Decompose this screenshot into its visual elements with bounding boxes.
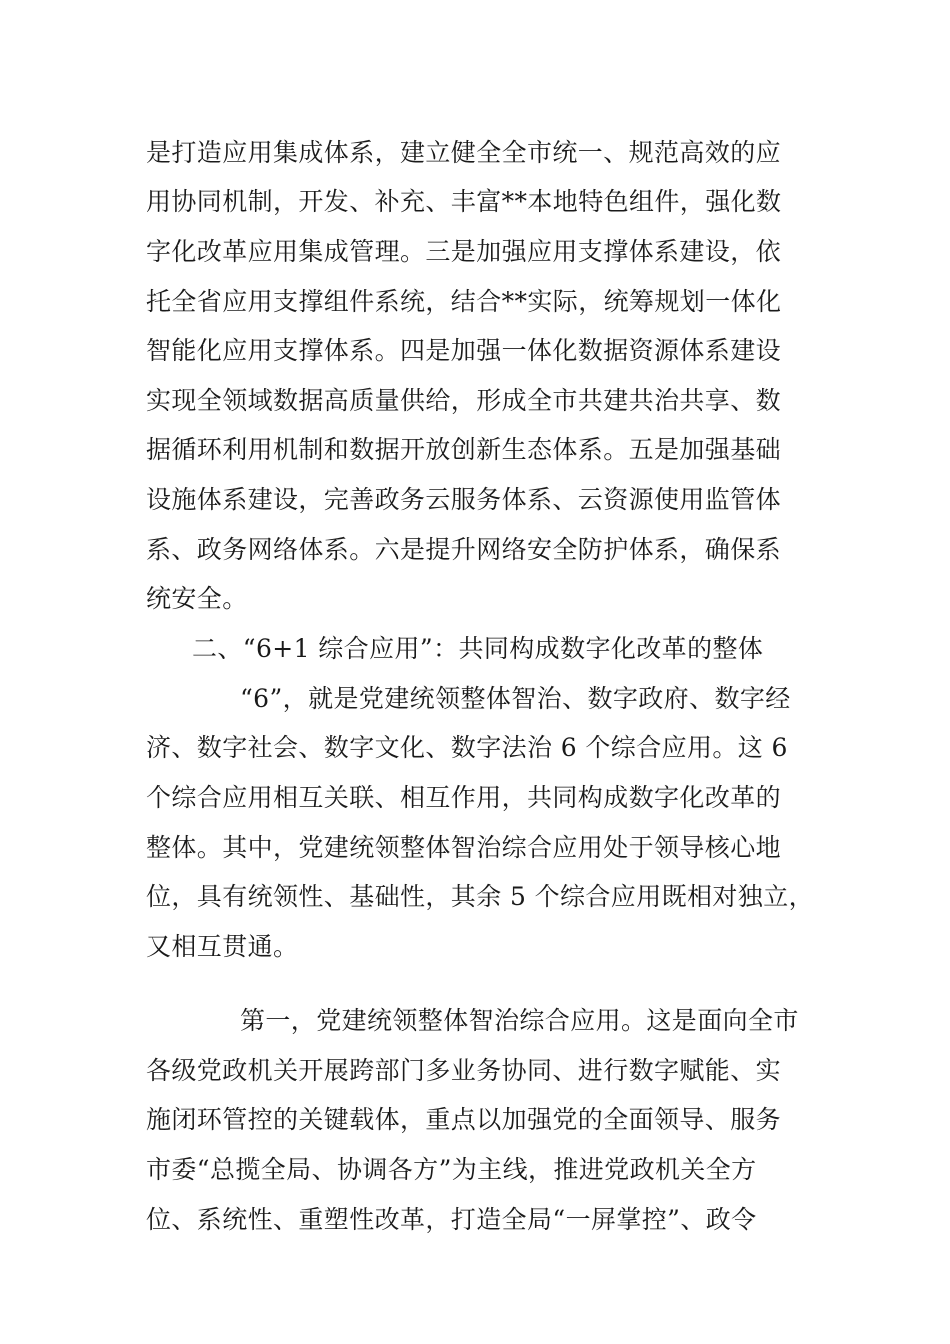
text-line: 又相互贯通。 <box>146 932 299 961</box>
text-line: 施闭环管控的关键载体，重点以加强党的全面领导、服务 <box>146 1105 782 1134</box>
text-line: 位，具有统领性、基础性，其余 5 个综合应用既相对独立， <box>146 882 815 911</box>
text-line: 济、数字社会、数字文化、数字法治 6 个综合应用。这 6 <box>146 733 788 762</box>
text-line: 据循环利用机制和数据开放创新生态体系。五是加强基础 <box>146 435 782 464</box>
text-line: 托全省应用支撑组件系统，结合**实际，统筹规划一体化 <box>146 287 782 316</box>
text-line: 系、政务网络体系。六是提升网络安全防护体系，确保系 <box>146 535 782 564</box>
section-heading: 二、“6+1 综合应用”：共同构成数字化改革的整体 <box>192 634 764 663</box>
text-line: 位、系统性、重塑性改革，打造全局“一屏掌控”、政令 <box>146 1205 757 1234</box>
paragraph-first-line: “6”，就是党建统领整体智治、数字政府、数字经 <box>240 684 791 713</box>
text-line: 各级党政机关开展跨部门多业务协同、进行数字赋能、实 <box>146 1056 782 1085</box>
text-line: 统安全。 <box>146 584 248 613</box>
text-line: 市委“总揽全局、协调各方”为主线，推进党政机关全方 <box>146 1155 757 1184</box>
text-line: 用协同机制，开发、补充、丰富**本地特色组件，强化数 <box>146 187 782 216</box>
text-line: 字化改革应用集成管理。三是加强应用支撑体系建设，依 <box>146 237 782 266</box>
text-line: 智能化应用支撑体系。四是加强一体化数据资源体系建设 <box>146 336 782 365</box>
text-line: 个综合应用相互关联、相互作用，共同构成数字化改革的 <box>146 783 782 812</box>
text-line: 整体。其中，党建统领整体智治综合应用处于领导核心地 <box>146 833 782 862</box>
text-line: 设施体系建设，完善政务云服务体系、云资源使用监管体 <box>146 485 782 514</box>
text-line: 是打造应用集成体系，建立健全全市统一、规范高效的应 <box>146 138 782 167</box>
paragraph-first-line: 第一，党建统领整体智治综合应用。这是面向全市 <box>240 1006 799 1035</box>
text-line: 实现全领域数据高质量供给，形成全市共建共治共享、数 <box>146 386 782 415</box>
